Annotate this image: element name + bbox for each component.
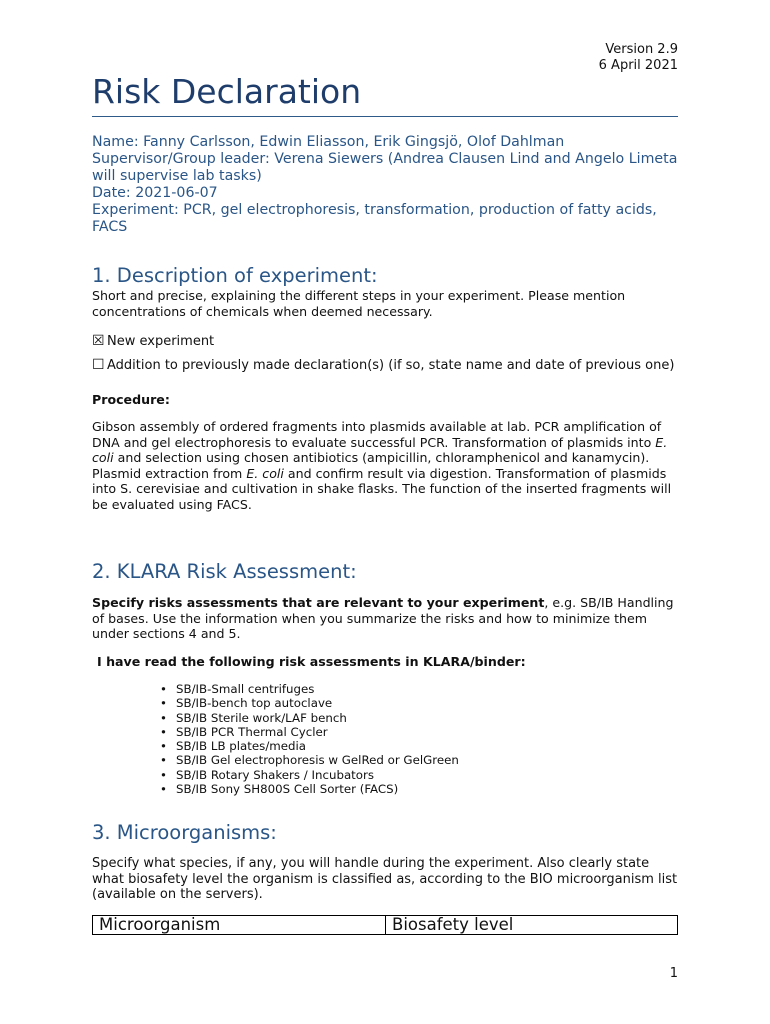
table-header-row	[93, 916, 678, 935]
section3-heading: 3. Microorganisms:	[92, 821, 277, 844]
procedure-part2: and selection using chosen antibiotics (ampicillin, chloramphenicol and kanamycin). Plasmid extraction from	[92, 450, 650, 481]
procedure-label: Procedure:	[92, 392, 170, 407]
checkbox-addition[interactable]	[92, 358, 682, 374]
section1-heading: 1. Description of experiment:	[92, 264, 378, 287]
section3-intro: Specify what species, if any, you will handle during the experiment. Also clearly state what biosafety level the organism is classified as, according to the BIO microorganism list (available on the servers).	[92, 856, 678, 902]
risk-assessment-list	[160, 682, 660, 796]
table-header-biosafety: Biosafety level	[386, 916, 678, 935]
section1-intro: Short and precise, explaining the different steps in your experiment. Please mention concentrations of chemicals when deemed necessary.	[92, 288, 626, 319]
meta-date: Date: 2021-06-07	[92, 185, 218, 201]
meta-experiment: Experiment: PCR, gel electrophoresis, transformation, production of fatty acids, FACS	[92, 202, 657, 235]
procedure-ecoli1: E. coli	[92, 434, 668, 465]
list-item: • SB/IB Sony SH800S Cell Sorter (FACS)	[160, 782, 660, 796]
list-item: • SB/IB Sterile work/LAF bench	[160, 711, 660, 725]
procedure-ecoli2: E. coli	[246, 465, 284, 481]
meta-supervisor: Supervisor/Group leader: Verena Siewers (Andrea Clausen Lind and Angelo Limeta will supervise lab tasks)	[92, 151, 678, 184]
section2-intro	[92, 595, 682, 642]
procedure-part1: Gibson assembly of ordered fragments into plasmids available at lab. PCR amplification of DNA and gel electrophoresis to evaluate successful PCR. Transformation of plasmids into	[92, 419, 662, 450]
checkbox-addition-label: Addition to previously made declaration(s) (if so, state name and date of previous one)	[107, 358, 675, 373]
version-date: 6 April 2021	[598, 58, 678, 73]
section2-intro-bold: Specify risks assessments that are relevant to your experiment	[92, 595, 545, 610]
list-item: • SB/IB-bench top autoclave	[160, 696, 660, 710]
declaration-meta	[92, 134, 692, 236]
document-version	[599, 42, 678, 74]
read-assessments-label: I have read the following risk assessments in KLARA/binder:	[97, 654, 526, 669]
list-item: • SB/IB LB plates/media	[160, 739, 660, 753]
procedure-part3: and confirm result via digestion. Transformation of plasmids into S. cerevisiae and cultivation in shake flasks. The function of the inserted fragments will be evaluated using FACS.	[92, 465, 672, 512]
checked-box-icon[interactable]: ☒	[92, 333, 105, 349]
list-item: • SB/IB PCR Thermal Cycler	[160, 725, 660, 739]
meta-names: Name: Fanny Carlsson, Edwin Eliasson, Erik Gingsjö, Olof Dahlman	[92, 134, 565, 150]
page-number: 1	[669, 966, 678, 981]
table-header-microorganism: Microorganism	[93, 916, 386, 935]
list-item: • SB/IB Rotary Shakers / Incubators	[160, 768, 660, 782]
checkbox-new-experiment[interactable]	[92, 334, 682, 350]
list-item: • SB/IB-Small centrifuges	[160, 682, 660, 696]
unchecked-box-icon[interactable]: ☐	[92, 357, 105, 373]
list-item: • SB/IB Gel electrophoresis w GelRed or GelGreen	[160, 753, 660, 767]
checkbox-new-label: New experiment	[107, 334, 215, 349]
page-title: Risk Declaration	[92, 72, 678, 117]
section2-heading: 2. KLARA Risk Assessment:	[92, 560, 357, 583]
section2-intro-rest: , e.g. SB/IB Handling of bases. Use the information when you summarize the risks and how to minimize them under sections 4 and 5.	[92, 595, 674, 641]
procedure-text	[92, 419, 682, 512]
version-label: Version 2.9	[605, 42, 678, 57]
microorganism-table	[92, 915, 678, 935]
